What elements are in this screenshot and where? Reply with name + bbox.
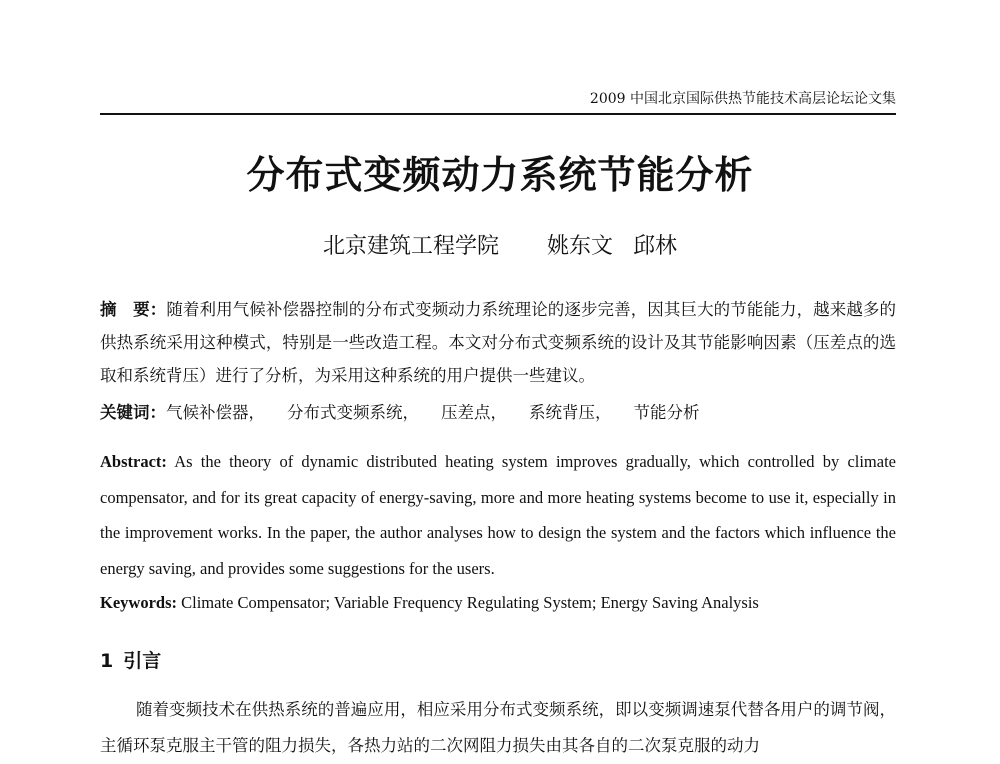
abstract-text: 随着利用气候补偿器控制的分布式变频动力系统理论的逐步完善，因其巨大的节能能力，越来越多的供热系统采用这种模式，特别是一些改造工程。本文对分布式变频系统的设计及其节能影响因素（压差点的选取和系统背压）进行了分析，为采用这种系统的用户提供一些建议。 [100, 300, 897, 385]
keyword: 气候补偿器， [166, 403, 265, 422]
english-keywords [100, 588, 896, 618]
chinese-abstract [100, 293, 896, 392]
author-name: 姚东文 [546, 234, 613, 259]
keywords-label: 关键词： [100, 403, 166, 422]
keyword: 分布式变频系统， [287, 403, 419, 422]
keywords-text: Climate Compensator; Variable Frequency Regulating System; Energy Saving Analysis [181, 593, 759, 612]
author-name: 邱林 [633, 234, 678, 259]
english-abstract [100, 444, 896, 586]
running-header: 2009 中国北京国际供热节能技术高层论坛论文集 [589, 91, 896, 107]
section-number: 1 [100, 650, 114, 672]
affiliation: 北京建筑工程学院 [322, 234, 499, 259]
abstract-label: 摘 要： [100, 300, 167, 319]
keywords-label: Keywords: [100, 593, 177, 612]
keyword: 节能分析 [633, 403, 700, 422]
keyword: 压差点， [441, 403, 507, 422]
body-paragraph: 随着变频技术在供热系统的普遍应用，相应采用分布式变频系统，即以变频调速泵代替各用户的调节阀，主循环泵克服主干管的阻力损失，各热力站的二次网阻力损失由其各自的二次泵克服的动力 [100, 700, 896, 755]
section-heading [100, 647, 161, 675]
author-line [0, 232, 1000, 262]
abstract-label: Abstract: [100, 452, 167, 471]
section-title: 引言 [123, 650, 162, 672]
abstract-text: As the theory of dynamic distributed heating system improves gradually, which controlled by climate compensator, and for its great capacity of energy-saving, more and more heating systems become to use it, especially in the improvement works. In the paper, the author analyses how to design the system and the factors which influence the energy saving, and provides some suggestions for the users. [100, 452, 897, 578]
keyword: 系统背压， [529, 403, 612, 422]
chinese-keywords [100, 396, 896, 429]
header-rule [100, 113, 896, 115]
paper-title: 分布式变频动力系统节能分析 [246, 153, 754, 197]
